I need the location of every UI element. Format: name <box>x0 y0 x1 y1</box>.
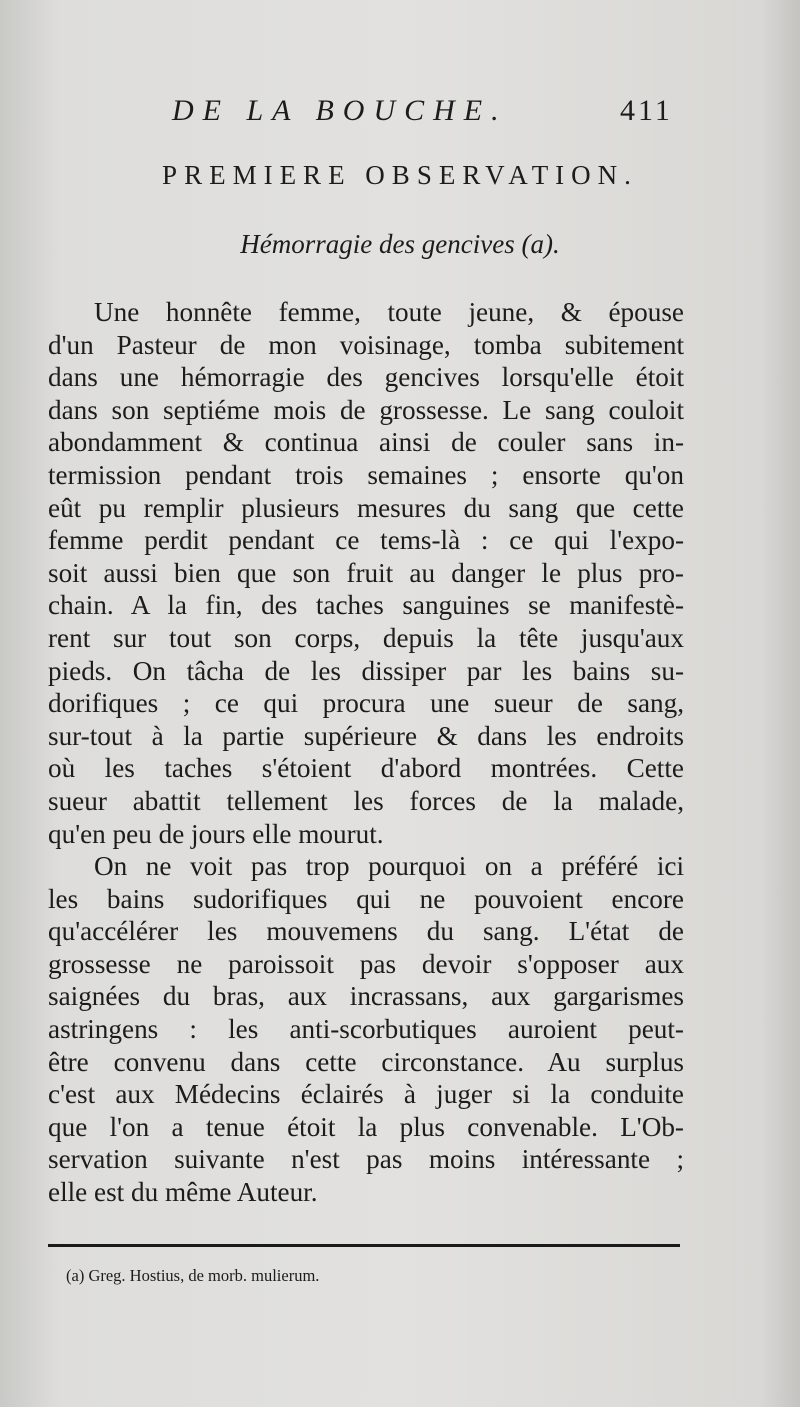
text-line: saignées du bras, aux incrassans, aux gargarismes <box>48 981 684 1012</box>
text-line: elle est du même Auteur. <box>48 1177 318 1208</box>
text-line: eût pu remplir plusieurs mesures du sang que cette <box>48 492 684 523</box>
text-line: c'est aux Médecins éclairés à juger si la conduite <box>48 1079 684 1110</box>
text-line: qu'accélérer les mouvemens du sang. L'état de <box>48 916 684 947</box>
text-line: dans une hémorragie des gencives lorsqu'elle étoit <box>48 362 684 393</box>
paragraph <box>48 296 684 850</box>
text-line: astringens : les anti-scorbutiques auroient peut- <box>48 1014 684 1045</box>
subtitle: Hémorragie des gencives (a). <box>240 229 560 259</box>
text-line: dorifiques ; ce qui procura une sueur de sang, <box>48 688 684 719</box>
running-title: DE LA BOUCHE. <box>172 94 508 127</box>
text-line: qu'en peu de jours elle mourut. <box>48 818 384 849</box>
paragraph <box>48 850 684 1209</box>
text-line: grossesse ne paroissoit pas devoir s'opposer aux <box>48 948 684 979</box>
text-line: Une honnête femme, toute jeune, & épouse <box>94 297 684 327</box>
text-line: les bains sudorifiques qui ne pouvoient encore <box>48 883 684 914</box>
body-text <box>48 296 684 1209</box>
text-line: rent sur tout son corps, depuis la tête jusqu'aux <box>48 622 684 653</box>
text-line: que l'on a tenue étoit la plus convenable. L'Ob- <box>48 1111 684 1142</box>
text-line: chain. A la fin, des taches sanguines se manifestè- <box>48 590 684 621</box>
text-line: soit aussi bien que son fruit au danger le plus pro- <box>48 557 684 588</box>
footnote-rule <box>48 1244 680 1247</box>
text-line: être convenu dans cette circonstance. Au surplus <box>48 1046 684 1077</box>
text-line: abondamment & continua ainsi de couler sans in- <box>48 427 684 458</box>
section-title: PREMIERE OBSERVATION. <box>162 160 638 190</box>
text-line: On ne voit pas trop pourquoi on a préféré ici <box>94 851 684 882</box>
page-header <box>0 94 800 144</box>
text-line: sueur abattit tellement les forces de la malade, <box>48 785 684 816</box>
footnote: (a) Greg. Hostius, de morb. mulierum. <box>66 1266 320 1285</box>
page-number: 411 <box>620 94 673 127</box>
text-line: dans son septiéme mois de grossesse. Le sang couloit <box>48 394 684 425</box>
text-line: où les taches s'étoient d'abord montrées. Cette <box>48 753 684 784</box>
text-line: d'un Pasteur de mon voisinage, tomba subitement <box>48 329 684 360</box>
text-line: servation suivante n'est pas moins intéressante ; <box>48 1144 684 1175</box>
text-line: femme perdit pendant ce tems-là : ce qui l'expo- <box>48 525 684 556</box>
text-line: termission pendant trois semaines ; ensorte qu'on <box>48 459 684 490</box>
text-line: sur-tout à la partie supérieure & dans les endroits <box>48 720 684 751</box>
text-line: pieds. On tâcha de les dissiper par les bains su- <box>48 655 684 686</box>
